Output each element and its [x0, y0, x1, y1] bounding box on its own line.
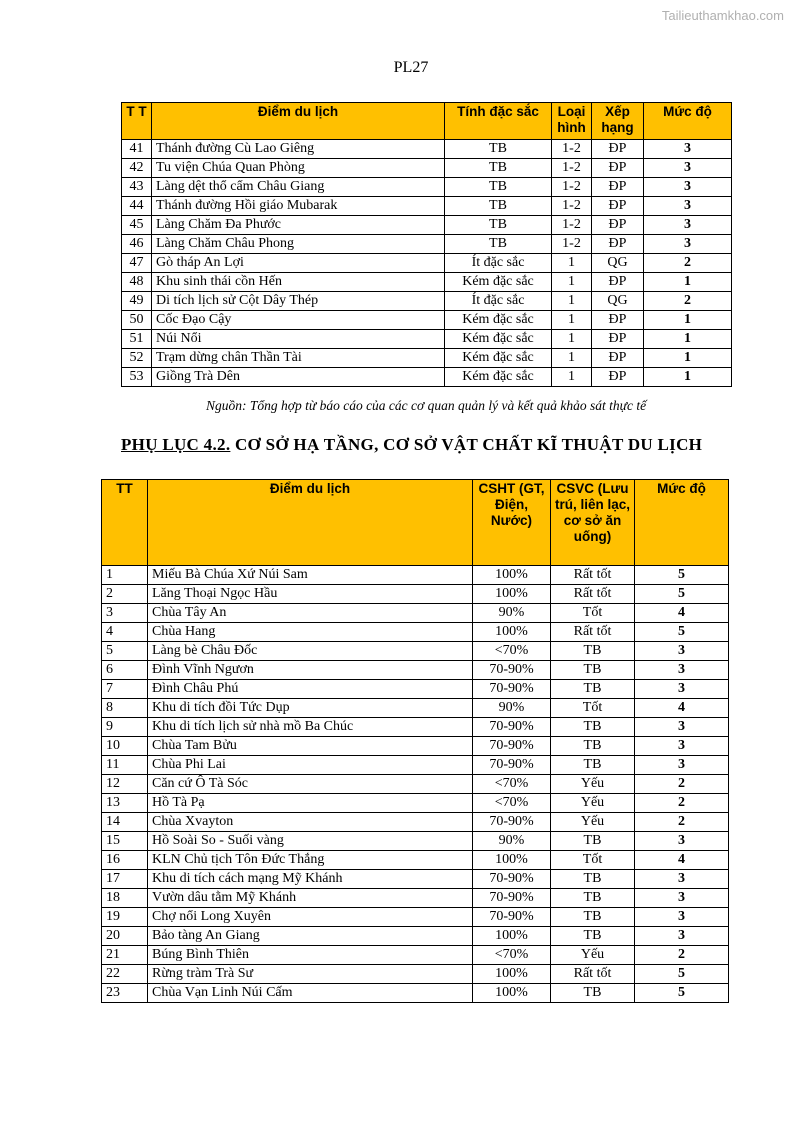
cell-rank: QG — [592, 254, 644, 273]
cell-infrastructure: 70-90% — [473, 737, 551, 756]
cell-infrastructure: <70% — [473, 946, 551, 965]
table-row — [122, 140, 732, 159]
cell-tt: 42 — [122, 159, 152, 178]
table-row — [102, 965, 729, 984]
cell-infrastructure: 70-90% — [473, 870, 551, 889]
cell-rank: ĐP — [592, 349, 644, 368]
cell-tt: 13 — [102, 794, 148, 813]
cell-attraction: Gò tháp An Lợi — [152, 254, 445, 273]
cell-type: 1 — [552, 368, 592, 387]
cell-tt: 48 — [122, 273, 152, 292]
cell-level: 1 — [644, 349, 732, 368]
table-row — [102, 984, 729, 1003]
cell-level: 4 — [635, 604, 729, 623]
cell-level: 3 — [635, 889, 729, 908]
cell-facilities: Tốt — [551, 699, 635, 718]
cell-attraction: Vườn dâu tằm Mỹ Khánh — [148, 889, 473, 908]
table-row — [102, 585, 729, 604]
cell-infrastructure: 100% — [473, 927, 551, 946]
cell-infrastructure: 100% — [473, 566, 551, 585]
cell-level: 5 — [635, 623, 729, 642]
cell-tt: 44 — [122, 197, 152, 216]
cell-level: 2 — [635, 946, 729, 965]
table-row — [102, 870, 729, 889]
cell-rank: ĐP — [592, 216, 644, 235]
cell-attraction: Khu sinh thái cồn Hến — [152, 273, 445, 292]
cell-distinctiveness: Kém đặc sắc — [445, 330, 552, 349]
cell-rank: ĐP — [592, 140, 644, 159]
cell-distinctiveness: TB — [445, 197, 552, 216]
cell-attraction: Thánh đường Hồi giáo Mubarak — [152, 197, 445, 216]
cell-facilities: Yếu — [551, 794, 635, 813]
cell-tt: 11 — [102, 756, 148, 775]
cell-type: 1 — [552, 311, 592, 330]
cell-infrastructure: 100% — [473, 623, 551, 642]
cell-level: 3 — [644, 197, 732, 216]
cell-attraction: Cốc Đạo Cậy — [152, 311, 445, 330]
cell-distinctiveness: Kém đặc sắc — [445, 349, 552, 368]
cell-attraction: Làng bè Châu Đốc — [148, 642, 473, 661]
cell-tt: 49 — [122, 292, 152, 311]
cell-tt: 20 — [102, 927, 148, 946]
col-header-type: Loại hình — [552, 103, 592, 140]
cell-level: 3 — [635, 832, 729, 851]
cell-type: 1-2 — [552, 159, 592, 178]
cell-level: 3 — [635, 737, 729, 756]
table-row — [102, 623, 729, 642]
table-row — [102, 889, 729, 908]
cell-attraction: Thánh đường Cù Lao Giêng — [152, 140, 445, 159]
cell-facilities: TB — [551, 718, 635, 737]
col-header-infrastructure: CSHT (GT, Điện, Nước) — [473, 480, 551, 566]
cell-type: 1-2 — [552, 197, 592, 216]
table-row — [122, 349, 732, 368]
cell-attraction: Chùa Phi Lai — [148, 756, 473, 775]
cell-tt: 4 — [102, 623, 148, 642]
cell-attraction: Chùa Vạn Linh Núi Cấm — [148, 984, 473, 1003]
cell-infrastructure: 100% — [473, 984, 551, 1003]
cell-type: 1-2 — [552, 216, 592, 235]
cell-level: 2 — [635, 813, 729, 832]
table-row — [122, 311, 732, 330]
cell-facilities: TB — [551, 737, 635, 756]
table-row — [122, 197, 732, 216]
table-row — [102, 756, 729, 775]
col-header-level: Mức độ — [644, 103, 732, 140]
cell-facilities: TB — [551, 984, 635, 1003]
cell-facilities: TB — [551, 756, 635, 775]
cell-facilities: Rất tốt — [551, 566, 635, 585]
cell-distinctiveness: Kém đặc sắc — [445, 311, 552, 330]
table-row — [102, 794, 729, 813]
cell-level: 2 — [635, 794, 729, 813]
cell-level: 3 — [635, 642, 729, 661]
cell-infrastructure: 70-90% — [473, 756, 551, 775]
table-row — [102, 680, 729, 699]
cell-tt: 51 — [122, 330, 152, 349]
cell-distinctiveness: TB — [445, 178, 552, 197]
cell-facilities: TB — [551, 661, 635, 680]
cell-infrastructure: <70% — [473, 642, 551, 661]
cell-level: 5 — [635, 965, 729, 984]
cell-tt: 46 — [122, 235, 152, 254]
table-row — [122, 292, 732, 311]
cell-attraction: Tu viện Chúa Quan Phòng — [152, 159, 445, 178]
cell-level: 5 — [635, 566, 729, 585]
col-header-rank: Xếp hạng — [592, 103, 644, 140]
cell-facilities: TB — [551, 927, 635, 946]
cell-facilities: Rất tốt — [551, 623, 635, 642]
cell-tt: 17 — [102, 870, 148, 889]
cell-facilities: Yếu — [551, 775, 635, 794]
cell-infrastructure: 90% — [473, 699, 551, 718]
table-row — [122, 235, 732, 254]
cell-level: 4 — [635, 851, 729, 870]
table-row — [102, 813, 729, 832]
cell-tt: 16 — [102, 851, 148, 870]
table-row — [122, 273, 732, 292]
cell-attraction: Chợ nổi Long Xuyên — [148, 908, 473, 927]
col-header-attraction: Điểm du lịch — [152, 103, 445, 140]
cell-tt: 53 — [122, 368, 152, 387]
cell-level: 3 — [635, 661, 729, 680]
cell-tt: 9 — [102, 718, 148, 737]
cell-tt: 50 — [122, 311, 152, 330]
table-row — [102, 832, 729, 851]
table-row — [102, 718, 729, 737]
cell-attraction: Chùa Tam Bửu — [148, 737, 473, 756]
table-row — [102, 642, 729, 661]
cell-level: 3 — [644, 178, 732, 197]
cell-type: 1-2 — [552, 140, 592, 159]
cell-level: 3 — [644, 216, 732, 235]
table-row — [122, 330, 732, 349]
cell-attraction: Căn cứ Ô Tà Sóc — [148, 775, 473, 794]
cell-facilities: TB — [551, 642, 635, 661]
cell-infrastructure: 70-90% — [473, 813, 551, 832]
cell-facilities: TB — [551, 680, 635, 699]
cell-level: 1 — [644, 368, 732, 387]
table-row — [102, 737, 729, 756]
table-row — [122, 159, 732, 178]
cell-attraction: Chùa Xvayton — [148, 813, 473, 832]
cell-rank: ĐP — [592, 197, 644, 216]
cell-tt: 41 — [122, 140, 152, 159]
infrastructure-table — [101, 479, 729, 1003]
cell-level: 3 — [635, 927, 729, 946]
table-row — [122, 178, 732, 197]
watermark: Tailieuthamkhao.com — [661, 8, 784, 23]
cell-tt: 43 — [122, 178, 152, 197]
cell-level: 1 — [644, 273, 732, 292]
table-header-row — [102, 480, 729, 566]
cell-attraction: Chùa Tây An — [148, 604, 473, 623]
cell-attraction: Rừng tràm Trà Sư — [148, 965, 473, 984]
cell-infrastructure: 70-90% — [473, 661, 551, 680]
cell-attraction: Đình Vĩnh Ngươn — [148, 661, 473, 680]
cell-rank: ĐP — [592, 178, 644, 197]
cell-type: 1 — [552, 273, 592, 292]
cell-attraction: Làng Chăm Đa Phước — [152, 216, 445, 235]
cell-level: 2 — [644, 292, 732, 311]
cell-infrastructure: 70-90% — [473, 718, 551, 737]
cell-attraction: Bảo tàng An Giang — [148, 927, 473, 946]
cell-facilities: Tốt — [551, 604, 635, 623]
cell-facilities: Yếu — [551, 813, 635, 832]
cell-distinctiveness: Kém đặc sắc — [445, 368, 552, 387]
cell-distinctiveness: TB — [445, 159, 552, 178]
cell-level: 2 — [635, 775, 729, 794]
cell-type: 1-2 — [552, 235, 592, 254]
cell-infrastructure: 100% — [473, 851, 551, 870]
cell-tt: 12 — [102, 775, 148, 794]
cell-facilities: TB — [551, 870, 635, 889]
cell-attraction: Làng Chăm Châu Phong — [152, 235, 445, 254]
appendix-heading — [121, 434, 731, 456]
appendix-title: CƠ SỞ HẠ TẦNG, CƠ SỞ VẬT CHẤT KĨ THUẬT DU LỊCH — [230, 435, 703, 454]
table-row — [102, 908, 729, 927]
cell-infrastructure: 100% — [473, 585, 551, 604]
cell-facilities: Rất tốt — [551, 585, 635, 604]
cell-tt: 1 — [102, 566, 148, 585]
cell-facilities: TB — [551, 832, 635, 851]
cell-type: 1 — [552, 330, 592, 349]
cell-attraction: Khu di tích cách mạng Mỹ Khánh — [148, 870, 473, 889]
cell-tt: 14 — [102, 813, 148, 832]
page-code: PL27 — [393, 59, 429, 76]
col-header-distinctiveness: Tính đặc sắc — [445, 103, 552, 140]
table-row — [102, 604, 729, 623]
cell-attraction: Khu di tích đồi Tức Dụp — [148, 699, 473, 718]
cell-rank: ĐP — [592, 273, 644, 292]
cell-infrastructure: 90% — [473, 604, 551, 623]
col-header-tt: TT — [102, 480, 148, 566]
col-header-level: Mức độ — [635, 480, 729, 566]
cell-level: 3 — [644, 235, 732, 254]
cell-rank: QG — [592, 292, 644, 311]
cell-distinctiveness: TB — [445, 235, 552, 254]
cell-attraction: Di tích lịch sử Cột Dây Thép — [152, 292, 445, 311]
cell-infrastructure: 70-90% — [473, 908, 551, 927]
table-row — [122, 216, 732, 235]
cell-level: 3 — [635, 908, 729, 927]
cell-attraction: Núi Nổi — [152, 330, 445, 349]
cell-attraction: Chùa Hang — [148, 623, 473, 642]
cell-rank: ĐP — [592, 159, 644, 178]
cell-level: 3 — [635, 718, 729, 737]
cell-tt: 6 — [102, 661, 148, 680]
cell-attraction: Trạm dừng chân Thần Tài — [152, 349, 445, 368]
cell-tt: 10 — [102, 737, 148, 756]
cell-tt: 18 — [102, 889, 148, 908]
cell-attraction: Hồ Soài So - Suối vàng — [148, 832, 473, 851]
cell-level: 3 — [635, 870, 729, 889]
cell-tt: 2 — [102, 585, 148, 604]
cell-type: 1 — [552, 292, 592, 311]
cell-infrastructure: 90% — [473, 832, 551, 851]
attraction-table-body — [122, 140, 732, 387]
cell-level: 1 — [644, 311, 732, 330]
cell-rank: ĐP — [592, 368, 644, 387]
cell-attraction: Làng dệt thổ cẩm Châu Giang — [152, 178, 445, 197]
table-row — [122, 254, 732, 273]
cell-attraction: Lăng Thoại Ngọc Hầu — [148, 585, 473, 604]
cell-tt: 5 — [102, 642, 148, 661]
cell-tt: 47 — [122, 254, 152, 273]
cell-facilities: Tốt — [551, 851, 635, 870]
col-header-tt: T T — [122, 103, 152, 140]
cell-distinctiveness: TB — [445, 140, 552, 159]
table-row — [102, 699, 729, 718]
cell-facilities: Rất tốt — [551, 965, 635, 984]
cell-rank: ĐP — [592, 235, 644, 254]
cell-attraction: KLN Chủ tịch Tôn Đức Thắng — [148, 851, 473, 870]
cell-attraction: Hồ Tà Pạ — [148, 794, 473, 813]
table-row — [102, 851, 729, 870]
cell-infrastructure: 70-90% — [473, 889, 551, 908]
cell-level: 3 — [635, 680, 729, 699]
cell-infrastructure: 70-90% — [473, 680, 551, 699]
cell-facilities: TB — [551, 889, 635, 908]
cell-level: 5 — [635, 984, 729, 1003]
cell-tt: 22 — [102, 965, 148, 984]
cell-level: 3 — [644, 140, 732, 159]
col-header-facilities: CSVC (Lưu trú, liên lạc, cơ sở ăn uống) — [551, 480, 635, 566]
cell-tt: 23 — [102, 984, 148, 1003]
cell-rank: ĐP — [592, 330, 644, 349]
cell-tt: 21 — [102, 946, 148, 965]
cell-infrastructure: 100% — [473, 965, 551, 984]
table-row — [102, 661, 729, 680]
cell-rank: ĐP — [592, 311, 644, 330]
cell-tt: 19 — [102, 908, 148, 927]
table-row — [102, 927, 729, 946]
cell-infrastructure: <70% — [473, 794, 551, 813]
cell-type: 1 — [552, 349, 592, 368]
cell-level: 4 — [635, 699, 729, 718]
cell-attraction: Đình Châu Phú — [148, 680, 473, 699]
cell-facilities: TB — [551, 908, 635, 927]
cell-distinctiveness: Ít đặc sắc — [445, 254, 552, 273]
cell-level: 5 — [635, 585, 729, 604]
cell-facilities: Yếu — [551, 946, 635, 965]
cell-tt: 7 — [102, 680, 148, 699]
table-header-row — [122, 103, 732, 140]
infrastructure-table-body — [102, 566, 729, 1003]
cell-level: 3 — [635, 756, 729, 775]
cell-level: 2 — [644, 254, 732, 273]
cell-attraction: Búng Bình Thiên — [148, 946, 473, 965]
cell-tt: 15 — [102, 832, 148, 851]
cell-attraction: Giồng Trà Dên — [152, 368, 445, 387]
cell-distinctiveness: Ít đặc sắc — [445, 292, 552, 311]
cell-level: 3 — [644, 159, 732, 178]
table-row — [122, 368, 732, 387]
cell-tt: 3 — [102, 604, 148, 623]
attraction-table — [121, 102, 732, 387]
table-row — [102, 946, 729, 965]
col-header-attraction: Điểm du lịch — [148, 480, 473, 566]
table-row — [102, 566, 729, 585]
appendix-label: PHỤ LỤC 4.2. — [121, 435, 231, 454]
cell-tt: 8 — [102, 699, 148, 718]
cell-distinctiveness: TB — [445, 216, 552, 235]
cell-infrastructure: <70% — [473, 775, 551, 794]
cell-level: 1 — [644, 330, 732, 349]
cell-attraction: Khu di tích lịch sử nhà mồ Ba Chúc — [148, 718, 473, 737]
table-row — [102, 775, 729, 794]
cell-tt: 52 — [122, 349, 152, 368]
source-note: Nguồn: Tổng hợp từ báo cáo của các cơ quan quản lý và kết quả khảo sát thực tế — [206, 398, 647, 413]
cell-tt: 45 — [122, 216, 152, 235]
cell-type: 1-2 — [552, 178, 592, 197]
cell-type: 1 — [552, 254, 592, 273]
cell-distinctiveness: Kém đặc sắc — [445, 273, 552, 292]
cell-attraction: Miếu Bà Chúa Xứ Núi Sam — [148, 566, 473, 585]
